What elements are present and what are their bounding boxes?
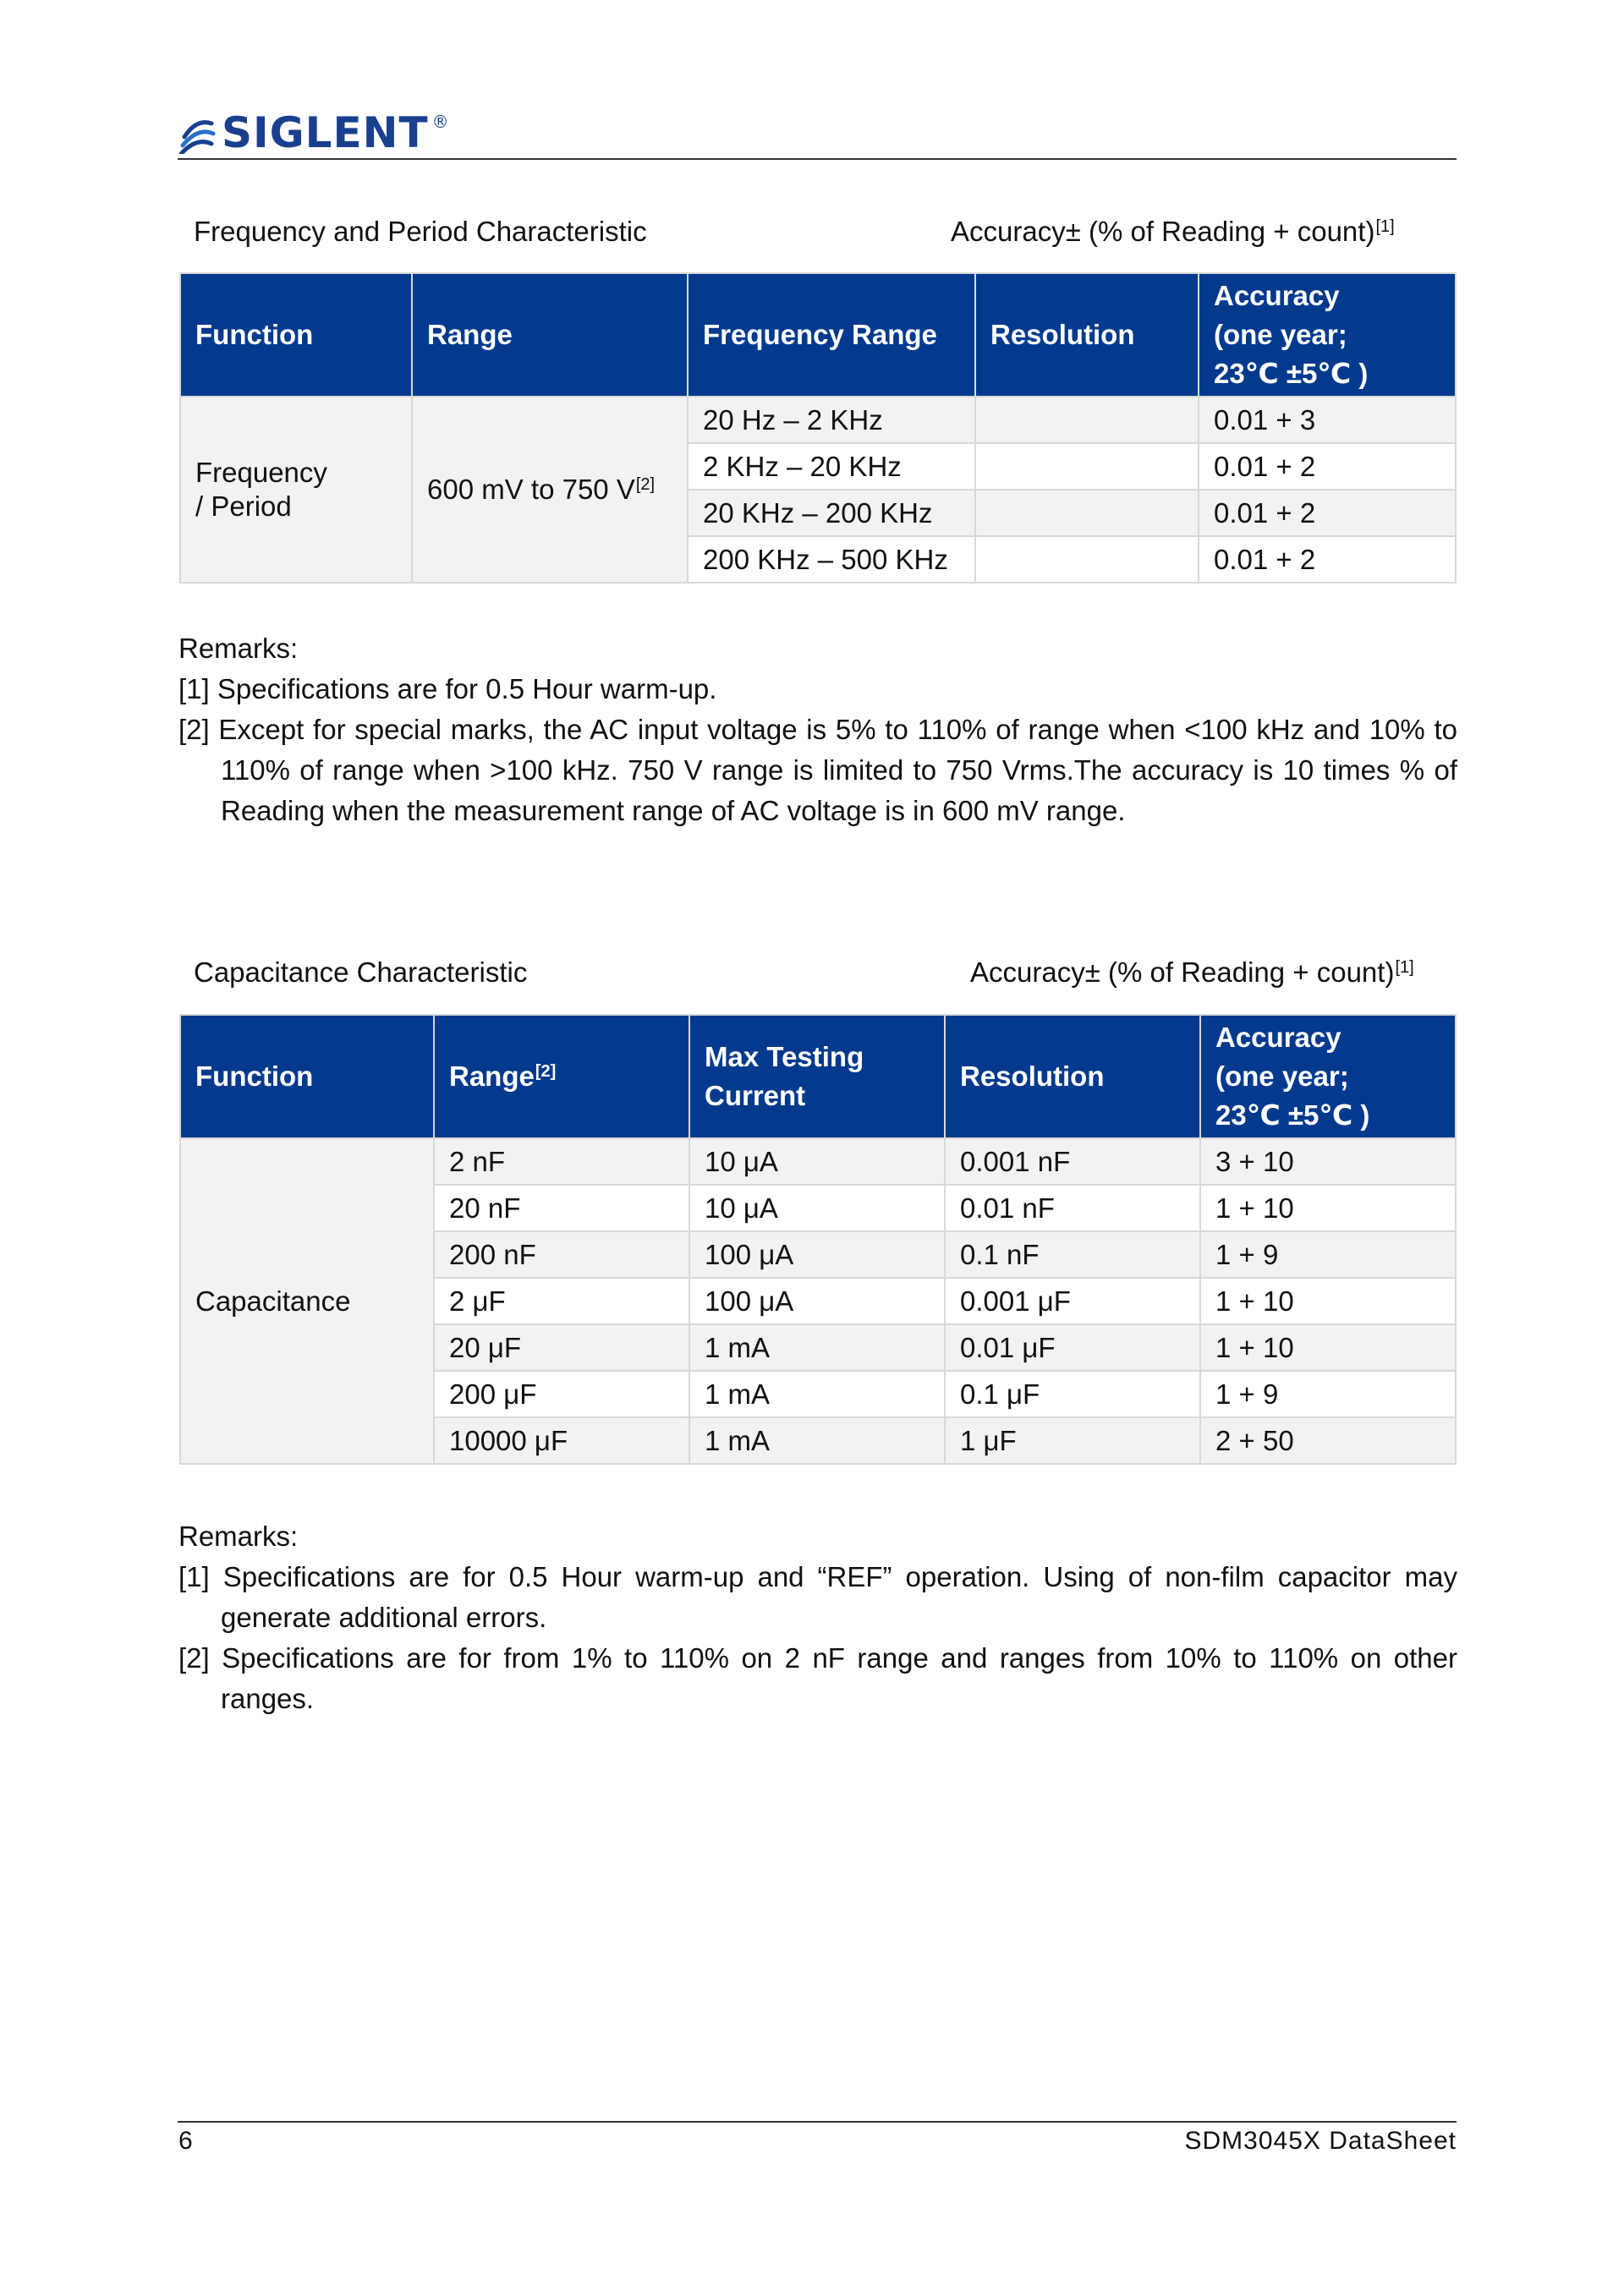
footnote-ref: [1] [1395, 958, 1414, 977]
range-cell: 2 nF [434, 1138, 689, 1185]
freq-range-cell: 2 KHz – 20 KHz [688, 443, 975, 490]
current-cell: 100 μA [689, 1278, 945, 1324]
resolution-cell: 0.01 μF [945, 1324, 1200, 1371]
accuracy-cell: 2 + 50 [1200, 1417, 1456, 1464]
header-max-testing-current: Max Testing Current [689, 1015, 945, 1138]
resolution-cell [975, 536, 1199, 583]
remark-item: [2] Except for special marks, the AC input voltage is 5% to 110% of range when <100 kHz and 10% to 110% of range when >100 kHz. 750 V range is limited to 750 Vrms.The accuracy is 10 times % of Reading when the measurement range of AC voltage is in 600 mV range. [178, 714, 1457, 826]
footnote-ref: [2] [535, 1062, 557, 1081]
footnote-ref: [1] [1375, 217, 1395, 236]
header-resolution: Resolution [975, 273, 1199, 397]
table-row [180, 1138, 1456, 1185]
frequency-accuracy-note: Accuracy± (% of Reading + count)[1] [951, 216, 1395, 247]
current-cell: 100 μA [689, 1231, 945, 1278]
capacitance-remarks [178, 1516, 1457, 1719]
footer-divider [178, 2121, 1457, 2123]
table-header-row [180, 1015, 1456, 1138]
siglent-logo-mark-icon [178, 112, 217, 154]
current-cell: 10 μA [689, 1185, 945, 1231]
remarks-heading: Remarks: [178, 633, 299, 664]
siglent-logo-text: SIGLENT [222, 108, 429, 157]
freq-range-cell: 200 KHz – 500 KHz [688, 536, 975, 583]
header-range: Range [412, 273, 688, 397]
function-cell: Frequency / Period [180, 397, 412, 583]
table-row [180, 397, 1456, 443]
current-cell: 1 mA [689, 1371, 945, 1417]
header-divider [178, 158, 1457, 160]
capacitance-accuracy-note: Accuracy± (% of Reading + count)[1] [970, 956, 1414, 988]
range-cell: 200 nF [434, 1231, 689, 1278]
accuracy-cell: 3 + 10 [1200, 1138, 1456, 1185]
page-number: 6 [178, 2127, 193, 2155]
accuracy-cell: 0.01 + 2 [1199, 490, 1456, 536]
remarks-heading: Remarks: [178, 1521, 299, 1552]
header-function: Function [180, 1015, 434, 1138]
resolution-cell [975, 397, 1199, 443]
header-accuracy: Accuracy (one year; 23℃ ±5℃ ) [1199, 273, 1456, 397]
range-cell: 20 nF [434, 1185, 689, 1231]
resolution-cell: 1 μF [945, 1417, 1200, 1464]
range-cell: 2 μF [434, 1278, 689, 1324]
frequency-section-title: Frequency and Period Characteristic [194, 216, 647, 247]
footnote-ref: [2] [635, 475, 656, 494]
remark-item: [1] Specifications are for 0.5 Hour warm-up. [178, 673, 717, 704]
remark-item: [1] Specifications are for 0.5 Hour warm-up and “REF” operation. Using of non-film capacitor may generate additional errors. [178, 1561, 1457, 1633]
resolution-cell: 0.01 nF [945, 1185, 1200, 1231]
range-cell: 200 μF [434, 1371, 689, 1417]
current-cell: 10 μA [689, 1138, 945, 1185]
accuracy-cell: 1 + 9 [1200, 1371, 1456, 1417]
function-cell: Capacitance [180, 1138, 434, 1464]
freq-range-cell: 20 Hz – 2 KHz [688, 397, 975, 443]
resolution-cell: 0.1 nF [945, 1231, 1200, 1278]
resolution-cell: 0.1 μF [945, 1371, 1200, 1417]
accuracy-cell: 1 + 10 [1200, 1185, 1456, 1231]
resolution-cell: 0.001 μF [945, 1278, 1200, 1324]
remark-item: [2] Specifications are for from 1% to 110% on 2 nF range and ranges from 10% to 110% on other ranges. [178, 1642, 1457, 1714]
header-resolution: Resolution [945, 1015, 1200, 1138]
document-title: SDM3045X DataSheet [1184, 2127, 1457, 2155]
header-function: Function [180, 273, 412, 397]
frequency-remarks [178, 628, 1457, 831]
range-cell: 600 mV to 750 V[2] [412, 397, 688, 583]
accuracy-cell: 0.01 + 3 [1199, 397, 1456, 443]
freq-range-cell: 20 KHz – 200 KHz [688, 490, 975, 536]
siglent-logo [178, 108, 449, 157]
resolution-cell: 0.001 nF [945, 1138, 1200, 1185]
registered-mark: ® [431, 112, 449, 132]
accuracy-cell: 0.01 + 2 [1199, 443, 1456, 490]
current-cell: 1 mA [689, 1324, 945, 1371]
current-cell: 1 mA [689, 1417, 945, 1464]
header-accuracy: Accuracy (one year; 23℃ ±5℃ ) [1200, 1015, 1456, 1138]
header-range: Range[2] [434, 1015, 689, 1138]
accuracy-cell: 1 + 10 [1200, 1278, 1456, 1324]
header-frequency-range: Frequency Range [688, 273, 975, 397]
resolution-cell [975, 490, 1199, 536]
accuracy-cell: 1 + 10 [1200, 1324, 1456, 1371]
frequency-table [179, 272, 1457, 584]
range-cell: 20 μF [434, 1324, 689, 1371]
table-header-row [180, 273, 1456, 397]
range-cell: 10000 μF [434, 1417, 689, 1464]
capacitance-section-title: Capacitance Characteristic [194, 956, 528, 988]
accuracy-cell: 1 + 9 [1200, 1231, 1456, 1278]
capacitance-table [179, 1014, 1457, 1465]
resolution-cell [975, 443, 1199, 490]
accuracy-cell: 0.01 + 2 [1199, 536, 1456, 583]
